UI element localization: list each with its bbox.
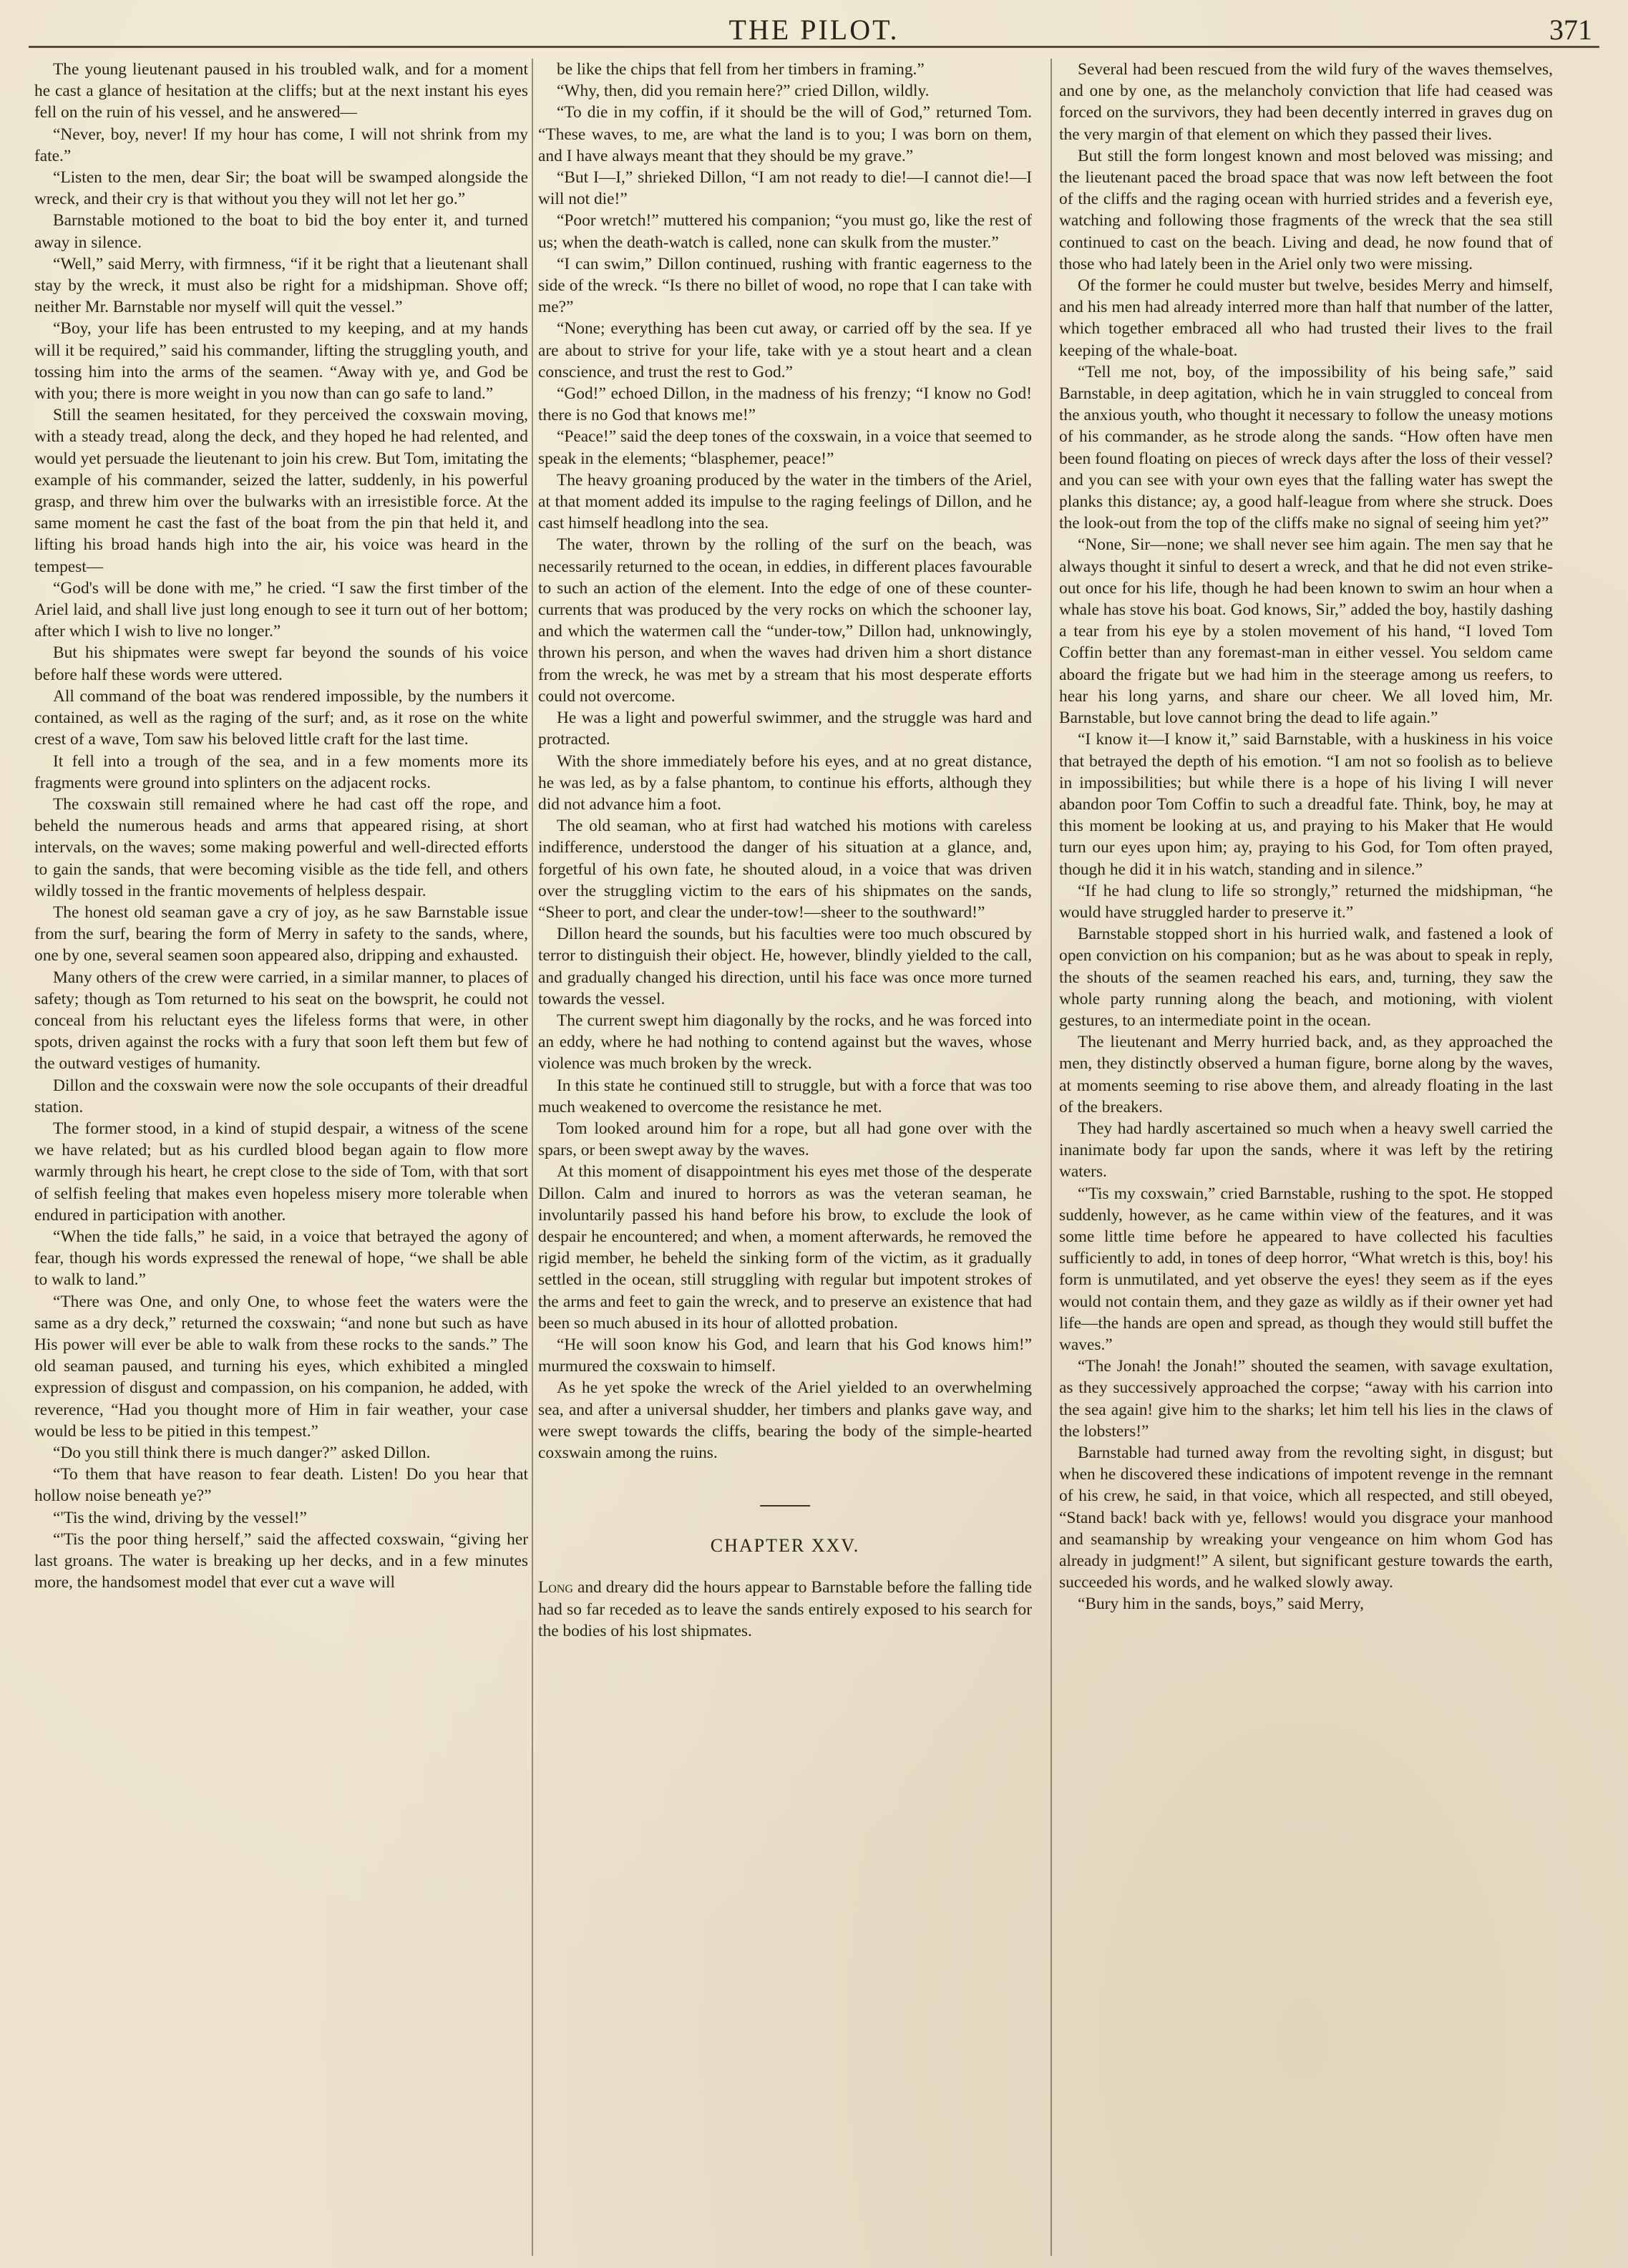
paragraph: “'Tis the wind, driving by the vessel!” [53,1508,307,1527]
paragraph: Barnstable had turned away from the revolting sight, in disgust; but when he discovered these indications of impotent revenge in the remnant of his crew, he said, in that voice, which all respected, and still obeyed, “Stand back! back with ye, fellows! would you disgrace your manhood and seamanship by wreaking your vengeance on him whom God has already in judgment!” A silent, but significant gesture towards the earth, succeeded his words, and he walked slowly away. [1059,1444,1553,1592]
paragraph: “'Tis my coxswain,” cried Barnstable, rushing to the spot. He stopped suddenly, however, as he came within view of the features, and it was some little time before he appeared to have collected his faculties sufficiently to add, in tones of deep horror, “What wretch is this, boy! his form is unmutilated, and yet observe the eyes! they seem as if the eyes would not contain them, and they gaze as wildly as if their owner yet had life—the hands are open and spread, as though they would still buffet the waves.” [1059,1184,1553,1354]
paragraph: “To them that have reason to fear death. Listen! Do you hear that hollow noise beneath ye?” [34,1465,528,1506]
paragraph: All command of the boat was rendered impossible, by the numbers it contained, as well as the raging of the surf; and, as it rose on the white crest of a wave, Tom saw his beloved little craft for the last time. [34,686,528,749]
text-column-2 [538,59,1032,2256]
chapter-rule [760,1505,810,1507]
paragraph: “Well,” said Merry, with firmness, “if it be right that a lieutenant shall stay by the wreck, it must also be right for a midshipman. Shove off; neither Mr. Barnstable nor myself will quit the vessel.” [34,254,528,317]
paragraph: The honest old seaman gave a cry of joy, as he saw Barnstable issue from the surf, bearing the form of Merry in safety to the sands, where, one by one, several seamen soon appeared also, dripping and exhausted. [34,902,528,965]
chapter-heading: CHAPTER XXV. [710,1535,860,1557]
paragraph: “God!” echoed Dillon, in the madness of his frenzy; “I know no God! there is no God that knows me!” [538,384,1032,425]
paragraph: “If he had clung to life so strongly,” returned the midshipman, “he would have struggled harder to preserve it.” [1059,881,1553,922]
paragraph: At this moment of disappointment his eyes met those of the desperate Dillon. Calm and inured to horrors as was the veteran seaman, he involuntarily passed his hand before his brow, to exclude the look of despair he encountered; and when, a moment afterwards, he removed the rigid member, he beheld the sinking form of the victim, as it gradually settled in the ocean, still struggling with regular but impotent strokes of the arms and feet to gain the wreck, and to preserve an existence that had been so much abused in its hour of allotted probation. [538,1162,1032,1333]
header-rule [29,46,1599,48]
paragraph: As he yet spoke the wreck of the Ariel yielded to an overwhelming sea, and after a universal shudder, her timbers and planks gave way, and were swept towards the cliffs, bearing the body of the simple-hearted coxswain among the ruins. [538,1378,1032,1462]
paragraph: “Never, boy, never! If my hour has come, I will not shrink from my fate.” [34,125,528,165]
paragraph: “Poor wretch!” muttered his companion; “you must go, like the rest of us; when the death-watch is called, none can skulk from the muster.” [538,211,1032,252]
text-column-3 [1059,59,1553,2256]
paragraph: But his shipmates were swept far beyond the sounds of his voice before half these words were uttered. [34,643,528,684]
paragraph: In this state he continued still to struggle, but with a force that was too much weakened to overcome the resistance he met. [538,1076,1032,1116]
column-divider [532,59,533,2256]
paragraph: “The Jonah! the Jonah!” shouted the seamen, with savage exultation, as they successively approached the corpse; “away with his carrion into the sea again! give him to the sharks; let him tell his lies in the claws of the lobsters!” [1059,1357,1553,1441]
paragraph: “'Tis the poor thing herself,” said the affected coxswain, “giving her last groans. The water is breaking up her decks, and in a few minutes more, the handsomest model that ever cut a wave will [34,1529,528,1592]
chapter-block [538,1505,1032,1642]
paragraph: The old seaman, who at first had watched his motions with careless indifference, understood the danger of his situation at a glance, and, forgetful of his own fate, he shouted aloud, in a voice that was driven over the struggling victim to the ears of his shipmates on the sands, “Sheer to port, and clear the under-tow!—sheer to the southward!” [538,817,1032,922]
column-divider [1051,59,1052,2256]
paragraph: The lieutenant and Merry hurried back, and, as they approached the men, they distinctly observed a human figure, borne along by the waves, at moments seeming to rise above them, and already floating in the last of the breakers. [1059,1033,1553,1116]
chapter-opening-paragraph [538,1577,1032,1642]
running-title: THE PILOT. [728,14,900,46]
paragraph: “Bury him in the sands, boys,” said Merry, [1078,1595,1364,1614]
paragraph: “Do you still think there is much danger?” asked Dillon. [53,1444,431,1462]
paragraph: It fell into a trough of the sea, and in a few moments more its fragments were ground into splinters on the adjacent rocks. [34,751,528,792]
paragraph: Dillon and the coxswain were now the sole occupants of their dreadful station. [34,1076,528,1116]
paragraph: “He will soon know his God, and learn that his God knows him!” murmured the coxswain to himself. [538,1335,1032,1376]
paragraph: “When the tide falls,” he said, in a voice that betrayed the agony of fear, though his words expressed the renewal of hope, “we shall be able to walk to land.” [34,1227,528,1290]
paragraph: He was a light and powerful swimmer, and the struggle was hard and protracted. [538,709,1032,749]
paragraph: Still the seamen hesitated, for they perceived the coxswain moving, with a steady tread, along the deck, and they hoped he had relented, and would yet persuade the lieutenant to join his crew. But Tom, imitating the example of his commander, seized the latter, suddenly, in his powerful grasp, and threw him over the bulwarks with an irresistible force. At the same moment he cast the fast of the boat from the pin that held it, and lifting his broad hands high into the air, his voice was heard in the tempest— [34,406,528,576]
paragraph: “Boy, your life has been entrusted to my keeping, and at my hands will it be required,” said his commander, lifting the struggling youth, and tossing him into the arms of the seamen. “Away with ye, and God be with you; there is more weight in you now than can go safe to land.” [34,319,528,404]
paragraph: Many others of the crew were carried, in a similar manner, to places of safety; though as Tom returned to his seat on the bowsprit, he could not conceal from his reluctant eyes the lifeless forms that were, in other spots, driven against the rocks with a fury that soon left them but few of the outward vestiges of humanity. [34,968,528,1074]
paragraph: “But I—I,” shrieked Dillon, “I am not ready to die!—I cannot die!—I will not die!” [538,168,1032,209]
paragraph: The former stood, in a kind of stupid despair, a witness of the scene we have related; but as his curdled blood began again to flow more warmly through his heart, he crept close to the side of Tom, with that sort of selfish feeling that makes even hopeless misery more tolerable when endured in participation with another. [34,1119,528,1225]
paragraph: Several had been rescued from the wild fury of the waves themselves, and one by one, as the melancholy conviction that life had ceased was forced on the survivors, they had been decently interred in graves dug on the very margin of that element on which they passed their lives. [1059,60,1553,144]
paragraph: With the shore immediately before his eyes, and at no great distance, he was led, as by a false phantom, to continue his efforts, although they did not advance him a foot. [538,751,1032,814]
paragraph: Barnstable stopped short in his hurried walk, and fastened a look of open conviction on his companion; but as he was about to speak in reply, the shouts of the seamen reached his ears, and, turning, they saw the whole party running along the beach, and motioning, with violent gestures, to an intermediate point in the ocean. [1059,925,1553,1030]
paragraph: “Why, then, did you remain here?” cried Dillon, wildly. [557,82,930,101]
paragraph: The heavy groaning produced by the water in the timbers of the Ariel, at that moment added its impulse to the raging feelings of Dillon, and he cast himself headlong into the sea. [538,470,1032,533]
paragraph: “I can swim,” Dillon continued, rushing with frantic eagerness to the side of the wreck. “Is there no billet of wood, no rope that I can take with me?” [538,254,1032,317]
paragraph: Barnstable motioned to the boat to bid the boy enter it, and turned away in silence. [34,211,528,252]
paragraph: Tom looked around him for a rope, but all had gone over with the spars, or been swept away by the waves. [538,1119,1032,1160]
paragraph: be like the chips that fell from her timbers in framing.” [557,60,925,79]
paragraph: The young lieutenant paused in his troubled walk, and for a moment he cast a glance of hesitation at the cliffs; but at the next instant his eyes fell on the ruin of his vessel, and he answered— [34,60,528,122]
paragraph: The water, thrown by the rolling of the surf on the beach, was necessarily returned to the ocean, in eddies, in different places favourable to such an action of the element. Into the edge of one of these counter-currents that was produced by the very rocks on which the schooner lay, and which the watermen call the “under-tow,” Dillon had, unknowingly, thrown his person, and when the waves had driven him a short distance from the wreck, he was met by a stream that his most desperate efforts could not overcome. [538,535,1032,706]
paragraph: “To die in my coffin, if it should be the will of God,” returned Tom. “These waves, to me, are what the land is to you; I was born on them, and I have always meant that they should be my grave.” [538,103,1032,165]
paragraph: Dillon heard the sounds, but his faculties were too much obscured by terror to distinguish their object. He, however, blindly yielded to the call, and gradually changed his direction, until his face was once more turned towards the vessel. [538,925,1032,1008]
paragraph: The coxswain still remained where he had cast off the rope, and beheld the numerous heads and arms that appeared rising, at short intervals, on the waves; some making powerful and well-directed efforts to gain the sands, that were becoming visible as the tide fell, and others wildly tossed in the frantic movements of helpless despair. [34,794,528,900]
paragraph: “None; everything has been cut away, or carried off by the sea. If ye are about to strive for your life, take with ye a stout heart and a clean conscience, and trust the rest to God.” [538,319,1032,381]
paragraph: “There was One, and only One, to whose feet the waters were the same as a dry deck,” returned the coxswain; “and none but such as have His power will ever be able to walk from these rocks to the sands.” The old seaman paused, and turning his eyes, which exhibited a mingled expression of disgust and compassion, on his companion, he added, with reverence, “Had you thought more of Him in fair weather, your case would be less to be pitied in this tempest.” [34,1292,528,1441]
chapter-first-paragraph-text: and dreary did the hours appear to Barnstable before the falling tide had so far receded as to leave the sands entirely exposed to his search for the bodies of his lost shipmates. [538,1578,1032,1640]
paragraph: “Peace!” said the deep tones of the coxswain, in a voice that seemed to speak in the elements; “blasphemer, peace!” [538,427,1032,468]
paragraph: “None, Sir—none; we shall never see him again. The men say that he always thought it sinful to desert a wreck, and that he did not even strike-out once for his life, though he had been known to swim an hour when a whale has stove his boat. God knows, Sir,” added the boy, hastily dashing a tear from his eye by a stolen movement of his hand, “I loved Tom Coffin better than any foremast-man in either vessel. You seldom came aboard the frigate but we had him in the steerage among us reefers, to hear his long yarns, and share our cheer. We all loved him, Mr. Barnstable, but love cannot bring the dead to life again.” [1059,535,1553,728]
paragraph: They had hardly ascertained so much when a heavy swell carried the inanimate body far upon the sands, where it was left by the retiring waters. [1059,1119,1553,1182]
paragraph: “Listen to the men, dear Sir; the boat will be swamped alongside the wreck, and their cry is that without you they will not let her go.” [34,168,528,209]
paragraph: “God's will be done with me,” he cried. “I saw the first timber of the Ariel laid, and shall live just long enough to see it turn out of her bottom; after which I wish to live no longer.” [34,578,528,641]
paragraph: The current swept him diagonally by the rocks, and he was forced into an eddy, where he had nothing to contend against but the waves, whose violence was much broken by the wreck. [538,1011,1032,1074]
paragraph: “Tell me not, boy, of the impossibility of his being safe,” said Barnstable, in deep agitation, which he in vain struggled to conceal from the anxious youth, who thought it necessary to follow the uneasy motions of his commander, as he strode along the sands. “How often have men been found floating on pieces of wreck days after the loss of their vessel? and you can see with your own eyes that the falling water has swept the planks this distance; ay, a good half-league from where she struck. Does the look-out from the top of the cliffs make no signal of seeing him yet?” [1059,362,1553,533]
page-number: 371 [1549,14,1592,46]
chapter-first-word: Long [538,1578,573,1597]
text-column-1 [34,59,528,2256]
paragraph: “I know it—I know it,” said Barnstable, with a huskiness in his voice that betrayed the depth of his emotion. “I am not so foolish as to believe in impossibilities; but while there is a hope of his living I will never abandon poor Tom Coffin to such a dreadful fate. Think, boy, he may at this moment be looking at us, and praying to his Maker that He would turn our eyes upon him; ay, praying to his God, for Tom often prayed, though he did it in his watch, standing and in silence.” [1059,730,1553,879]
paragraph: But still the form longest known and most beloved was missing; and the lieutenant paced the broad space that was now left between the foot of the cliffs and the raging ocean with hurried strides and a feverish eye, watching and following those fragments of the wreck that the sea still continued to cast on the beach. Living and dead, he now found that of those who had lately been in the Ariel only two were missing. [1059,146,1553,273]
paragraph: Of the former he could muster but twelve, besides Merry and himself, and his men had already interred more than half that number of the latter, which together embraced all who had trusted their lives to the frail keeping of the whale-boat. [1059,276,1553,360]
